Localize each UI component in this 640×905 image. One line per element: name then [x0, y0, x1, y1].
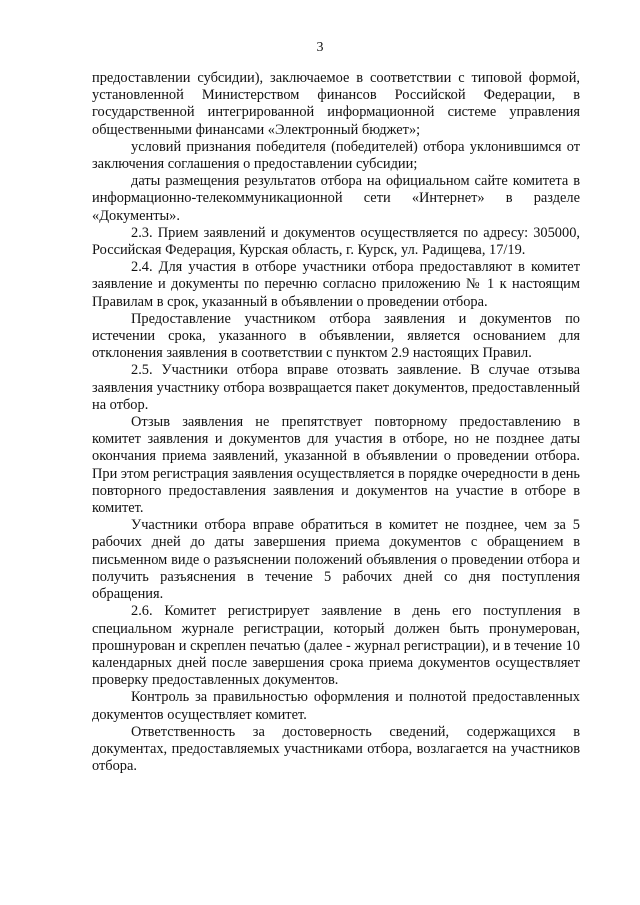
paragraph: Контроль за правильностью оформления и полнотой предоставленных документов осуществляет комитет.	[92, 689, 580, 723]
paragraph: Участники отбора вправе обратиться в комитет не позднее, чем за 5 рабочих дней до даты завершения приема документов с обращением в письменном виде о разъяснении положений объявления о проведении отбора и получить разъяснения в течение 5 рабочих дней со дня поступления обращения.	[92, 517, 580, 603]
paragraph-2-3: 2.3. Прием заявлений и документов осуществляется по адресу: 305000, Российская Федерация, Курская область, г. Курск, ул. Радищева, 17/19.	[92, 224, 580, 259]
document-body	[92, 70, 580, 775]
paragraph-2-6: 2.6. Комитет регистрирует заявление в день его поступления в специальном журнале регистрации, который должен быть пронумерован, прошнурован и скреплен печатью (далее - журнал регистрации), и в течение 10 календарных дней после завершения срока приема документов осуществляет проверку предоставленных документов.	[92, 603, 580, 689]
paragraph: даты размещения результатов отбора на официальном сайте комитета в информационно-телекоммуникационной сети «Интернет» в разделе «Документы».	[92, 173, 580, 224]
page-number: 3	[316, 40, 324, 55]
paragraph-2-5: 2.5. Участники отбора вправе отозвать заявление. В случае отзыва заявления участнику отбора возвращается пакет документов, предоставленный на отбор.	[92, 362, 580, 413]
paragraph: предоставлении субсидии), заключаемое в соответствии с типовой формой, установленной Министерством финансов Российской Федерации, в государственной интегрированной информационной системе управления общественными финансами «Электронный бюджет»;	[92, 70, 580, 138]
paragraph-2-4: 2.4. Для участия в отборе участники отбора предоставляют в комитет заявление и документы по перечню согласно приложению № 1 к настоящим Правилам в срок, указанный в объявлении о проведении отбора.	[92, 259, 580, 310]
paragraph: условий признания победителя (победителей) отбора уклонившимся от заключения соглашения о предоставлении субсидии;	[92, 138, 580, 173]
paragraph: Отзыв заявления не препятствует повторному предоставлению в комитет заявления и документов для участия в отборе, но не позднее даты окончания приема заявлений, указанной в объявлении о проведении отбора. При этом регистрация заявления осуществляется в порядке очередности в день повторного предоставления заявления и документов на участие в отборе в комитет.	[92, 414, 580, 517]
paragraph: Предоставление участником отбора заявления и документов по истечении срока, указанного в объявлении, является основанием для отклонения заявления в соответствии с пунктом 2.9 настоящих Правил.	[92, 310, 580, 362]
paragraph: Ответственность за достоверность сведений, содержащихся в документах, предоставляемых участниками отбора, возлагается на участников отбора.	[92, 723, 580, 775]
